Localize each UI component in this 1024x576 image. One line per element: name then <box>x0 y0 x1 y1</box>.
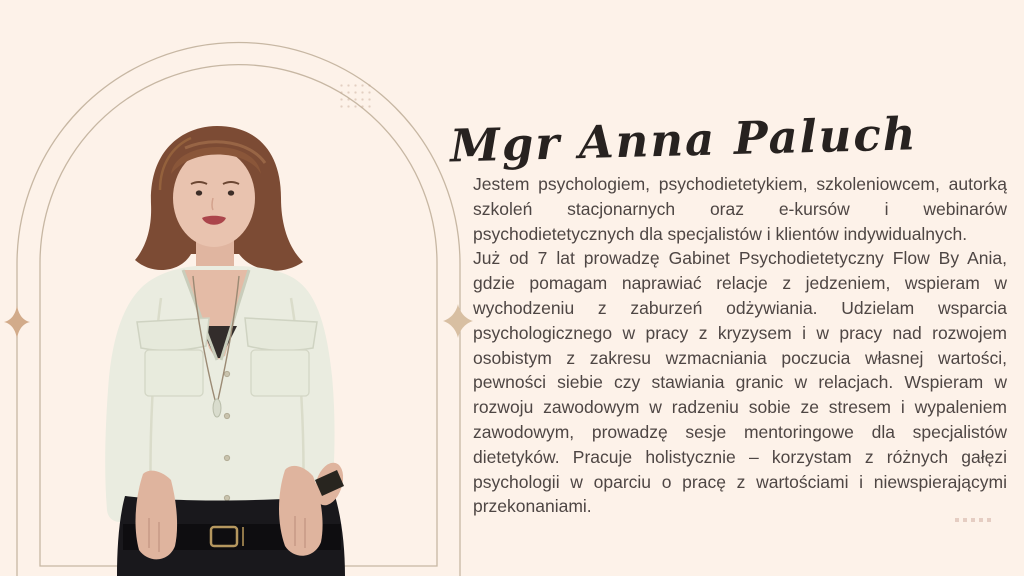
finger-lines <box>149 518 159 552</box>
shirt-fold <box>150 298 161 510</box>
belt <box>123 524 341 550</box>
inner-arch-line <box>40 65 437 566</box>
undershirt <box>201 326 237 358</box>
watermark-dots <box>955 518 995 522</box>
nose <box>212 198 213 210</box>
bio-paragraph: Już od 7 lat prowadzę Gabinet Psychodietetyczny Flow By Ania, gdzie pomagam naprawiać relacje z jedzeniem, wspieram w wychodzeniu z zaburzeń odżywiania. Udzielam wsparcia psychologicznego w pracy z kryzysem i w pracy nad rozwojem osobistym z zakresu wzmacniania poczucia własnej wartości, pewności siebie czy stawiania granic w relacjach. Wspieram w rozwoju zawodowym w radzeniu sobie ze stresem i wypaleniem zawodowym, prowadzę sesje mentoringowe dla specjalistów dietetyków. Pracuje holistycznie – korzystam z różnych gałęzi psychologii w oparciu o pracę z wartościami i niewspierającymi przekonaniami. <box>473 248 1007 517</box>
necklace <box>218 276 239 400</box>
collar-lapel <box>183 270 217 360</box>
pocket-flap <box>137 318 209 351</box>
sparkle-icon <box>4 306 30 338</box>
bio-text <box>473 172 1007 519</box>
watch <box>315 470 344 496</box>
chest <box>183 270 249 360</box>
page-title: Mgr Anna Paluch <box>449 107 919 173</box>
finger-lines <box>295 516 305 548</box>
sparkle-icon <box>443 304 473 338</box>
hand <box>279 466 323 556</box>
dot-grid-decoration <box>338 82 373 110</box>
bio-paragraph: Jestem psychologiem, psychodietetykiem, szkoleniowcem, autorką szkoleń stacjonarnych oraz e-kursów i webinarów psychodietetycznych dla specjalistów i klientów indywidualnych. <box>473 174 1007 244</box>
face <box>173 149 255 247</box>
pocket <box>251 350 309 396</box>
button <box>224 455 229 460</box>
shirt-fold <box>291 298 304 508</box>
portrait-photo <box>65 118 360 576</box>
eyebrow <box>191 182 207 184</box>
button <box>224 413 229 418</box>
lips <box>202 216 226 225</box>
necklace-pendant <box>213 399 221 417</box>
collar-lapel <box>221 270 249 360</box>
button <box>224 495 229 500</box>
belt-buckle <box>211 527 237 546</box>
neck <box>196 218 234 278</box>
eye <box>228 190 234 195</box>
hair-highlight <box>160 138 191 190</box>
hair-highlight <box>185 142 265 163</box>
forearm <box>310 459 348 509</box>
button <box>224 371 229 376</box>
hand <box>136 471 178 560</box>
eye <box>196 190 202 195</box>
hair <box>135 126 303 271</box>
outer-arch-line <box>17 43 460 576</box>
pocket-flap <box>245 318 317 351</box>
hair-fringe <box>171 147 261 174</box>
pocket <box>145 350 203 396</box>
eyebrow <box>223 182 239 184</box>
trousers <box>117 496 345 576</box>
shirt <box>105 266 334 522</box>
necklace <box>193 276 215 400</box>
